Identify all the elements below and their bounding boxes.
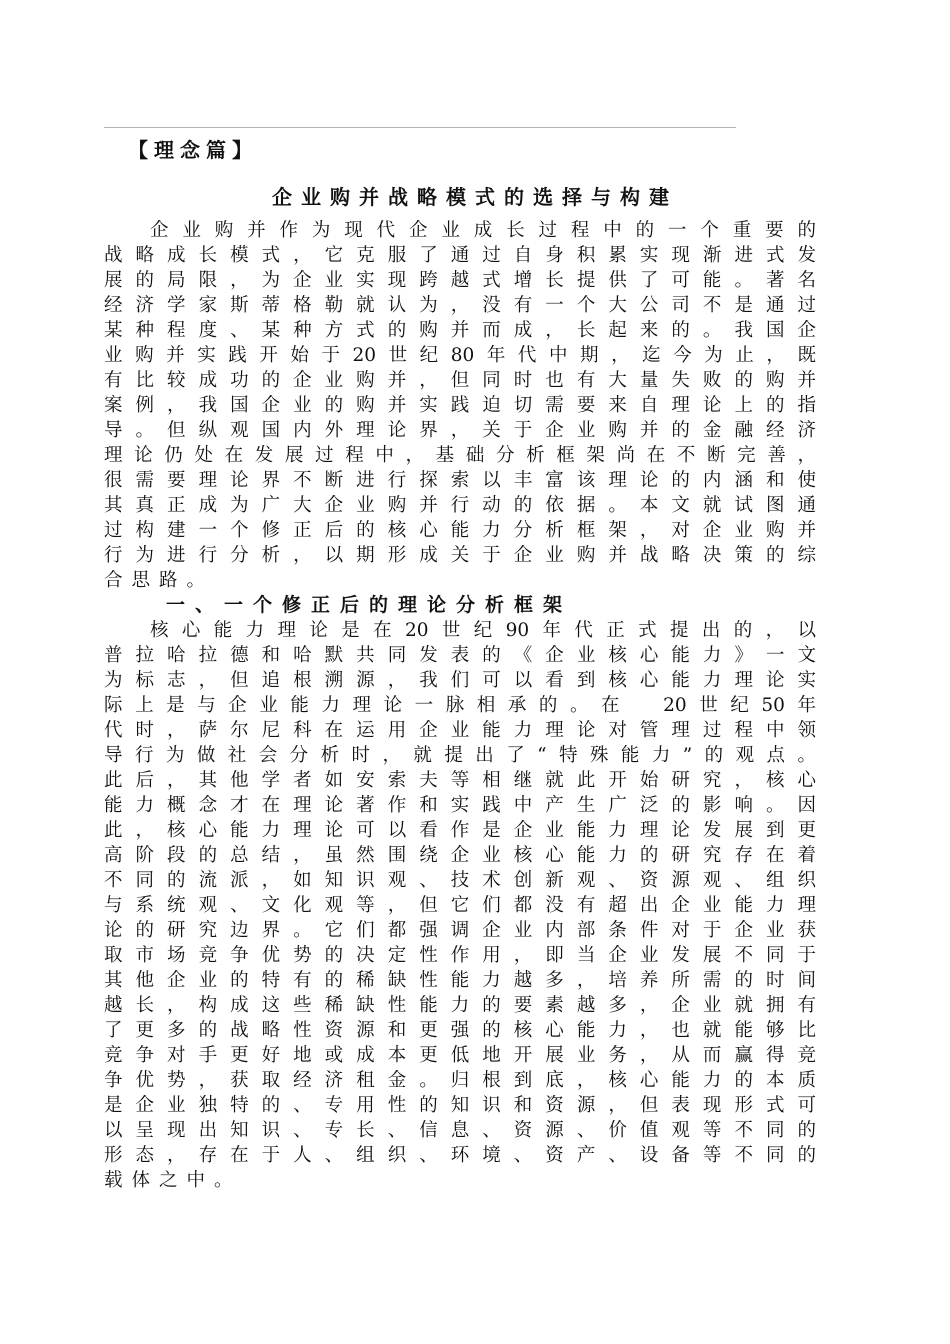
text-line: 普拉哈拉德和哈默共同发表的《企业核心能力》一文 [104,645,816,666]
text-line: 论的研究边界。它们都强调企业内部条件对于企业获 [104,920,816,941]
text-line: 某种程度、某种方式的购并而成，长起来的。我国企 [104,320,816,341]
text-line: 取市场竞争优势的决定性作用，即当企业发展不同于 [104,945,816,966]
text-line: 其他企业的特有的稀缺性能力越多，培养所需的时间 [104,970,816,991]
text-line: 际上是与企业能力理论一脉相承的。在 20世纪50年 [104,695,816,716]
text-line: 案例，我国企业的购并实践迫切需要来自理论上的指 [104,395,816,416]
top-rule [104,127,736,128]
text-line: 以呈现出知识、专长、信息、资源、价值观等不同的 [104,1120,816,1141]
text-line: 经济学家斯蒂格勒就认为，没有一个大公司不是通过 [104,295,816,316]
text-line: 不同的流派，如知识观、技术创新观、资源观、组织 [104,870,816,891]
text-line: 合思路。 [104,570,215,591]
text-line: 战略成长模式，它克服了通过自身积累实现渐进式发 [104,245,816,266]
text-line: 导。但纵观国内外理论界，关于企业购并的金融经济 [104,420,816,441]
text-line: 导行为做社会分析时，就提出了“特殊能力”的观点。 [104,745,816,766]
text-line: 很需要理论界不断进行探索以丰富该理论的内涵和使 [104,470,816,491]
text-line: 其真正成为广大企业购并行动的依据。本文就试图通 [104,495,816,516]
text-line: 行为进行分析，以期形成关于企业购并战略决策的综 [104,545,816,566]
text-line: 高阶段的总结，虽然围绕企业核心能力的研究存在着 [104,845,816,866]
text-line: 展的局限，为企业实现跨越式增长提供了可能。著名 [104,270,816,291]
section-heading: 一、一个修正后的理论分析框架 [166,594,573,616]
text-line: 此后，其他学者如安索夫等相继就此开始研究，核心 [104,770,816,791]
text-line: 过构建一个修正后的核心能力分析框架，对企业购并 [104,520,816,541]
text-line: 为标志，但追根溯源，我们可以看到核心能力理论实 [104,670,816,691]
section-tag: 【理念篇】 [128,138,258,162]
text-line: 载体之中。 [104,1170,242,1191]
text-line: 代时，萨尔尼科在运用企业能力理论对管理过程中领 [104,720,816,741]
text-line: 此，核心能力理论可以看作是企业能力理论发展到更 [104,820,816,841]
text-line: 竞争对手更好地或成本更低地开展业务，从而赢得竞 [104,1045,816,1066]
text-line: 是企业独特的、专用性的知识和资源，但表现形式可 [104,1095,816,1116]
text-line: 有比较成功的企业购并，但同时也有大量失败的购并 [104,370,816,391]
text-line: 核心能力理论是在20世纪90年代正式提出的，以 [150,620,816,641]
text-line: 了更多的战略性资源和更强的核心能力，也就能够比 [104,1020,816,1041]
text-line: 业购并实践开始于20世纪80年代中期，迄今为止，既 [104,345,816,366]
article-title: 企业购并战略模式的选择与构建 [272,185,678,209]
text-line: 争优势，获取经济租金。归根到底，核心能力的本质 [104,1070,816,1091]
text-line: 企业购并作为现代企业成长过程中的一个重要的 [150,220,816,241]
text-line: 与系统观、文化观等，但它们都没有超出企业能力理 [104,895,816,916]
text-line: 形态，存在于人、组织、环境、资产、设备等不同的 [104,1145,816,1166]
text-line: 能力概念才在理论著作和实践中产生广泛的影响。因 [104,795,816,816]
text-line: 越长，构成这些稀缺性能力的要素越多，企业就拥有 [104,995,816,1016]
article-body [104,218,816,1193]
text-line: 理论仍处在发展过程中，基础分析框架尚在不断完善， [104,445,816,466]
